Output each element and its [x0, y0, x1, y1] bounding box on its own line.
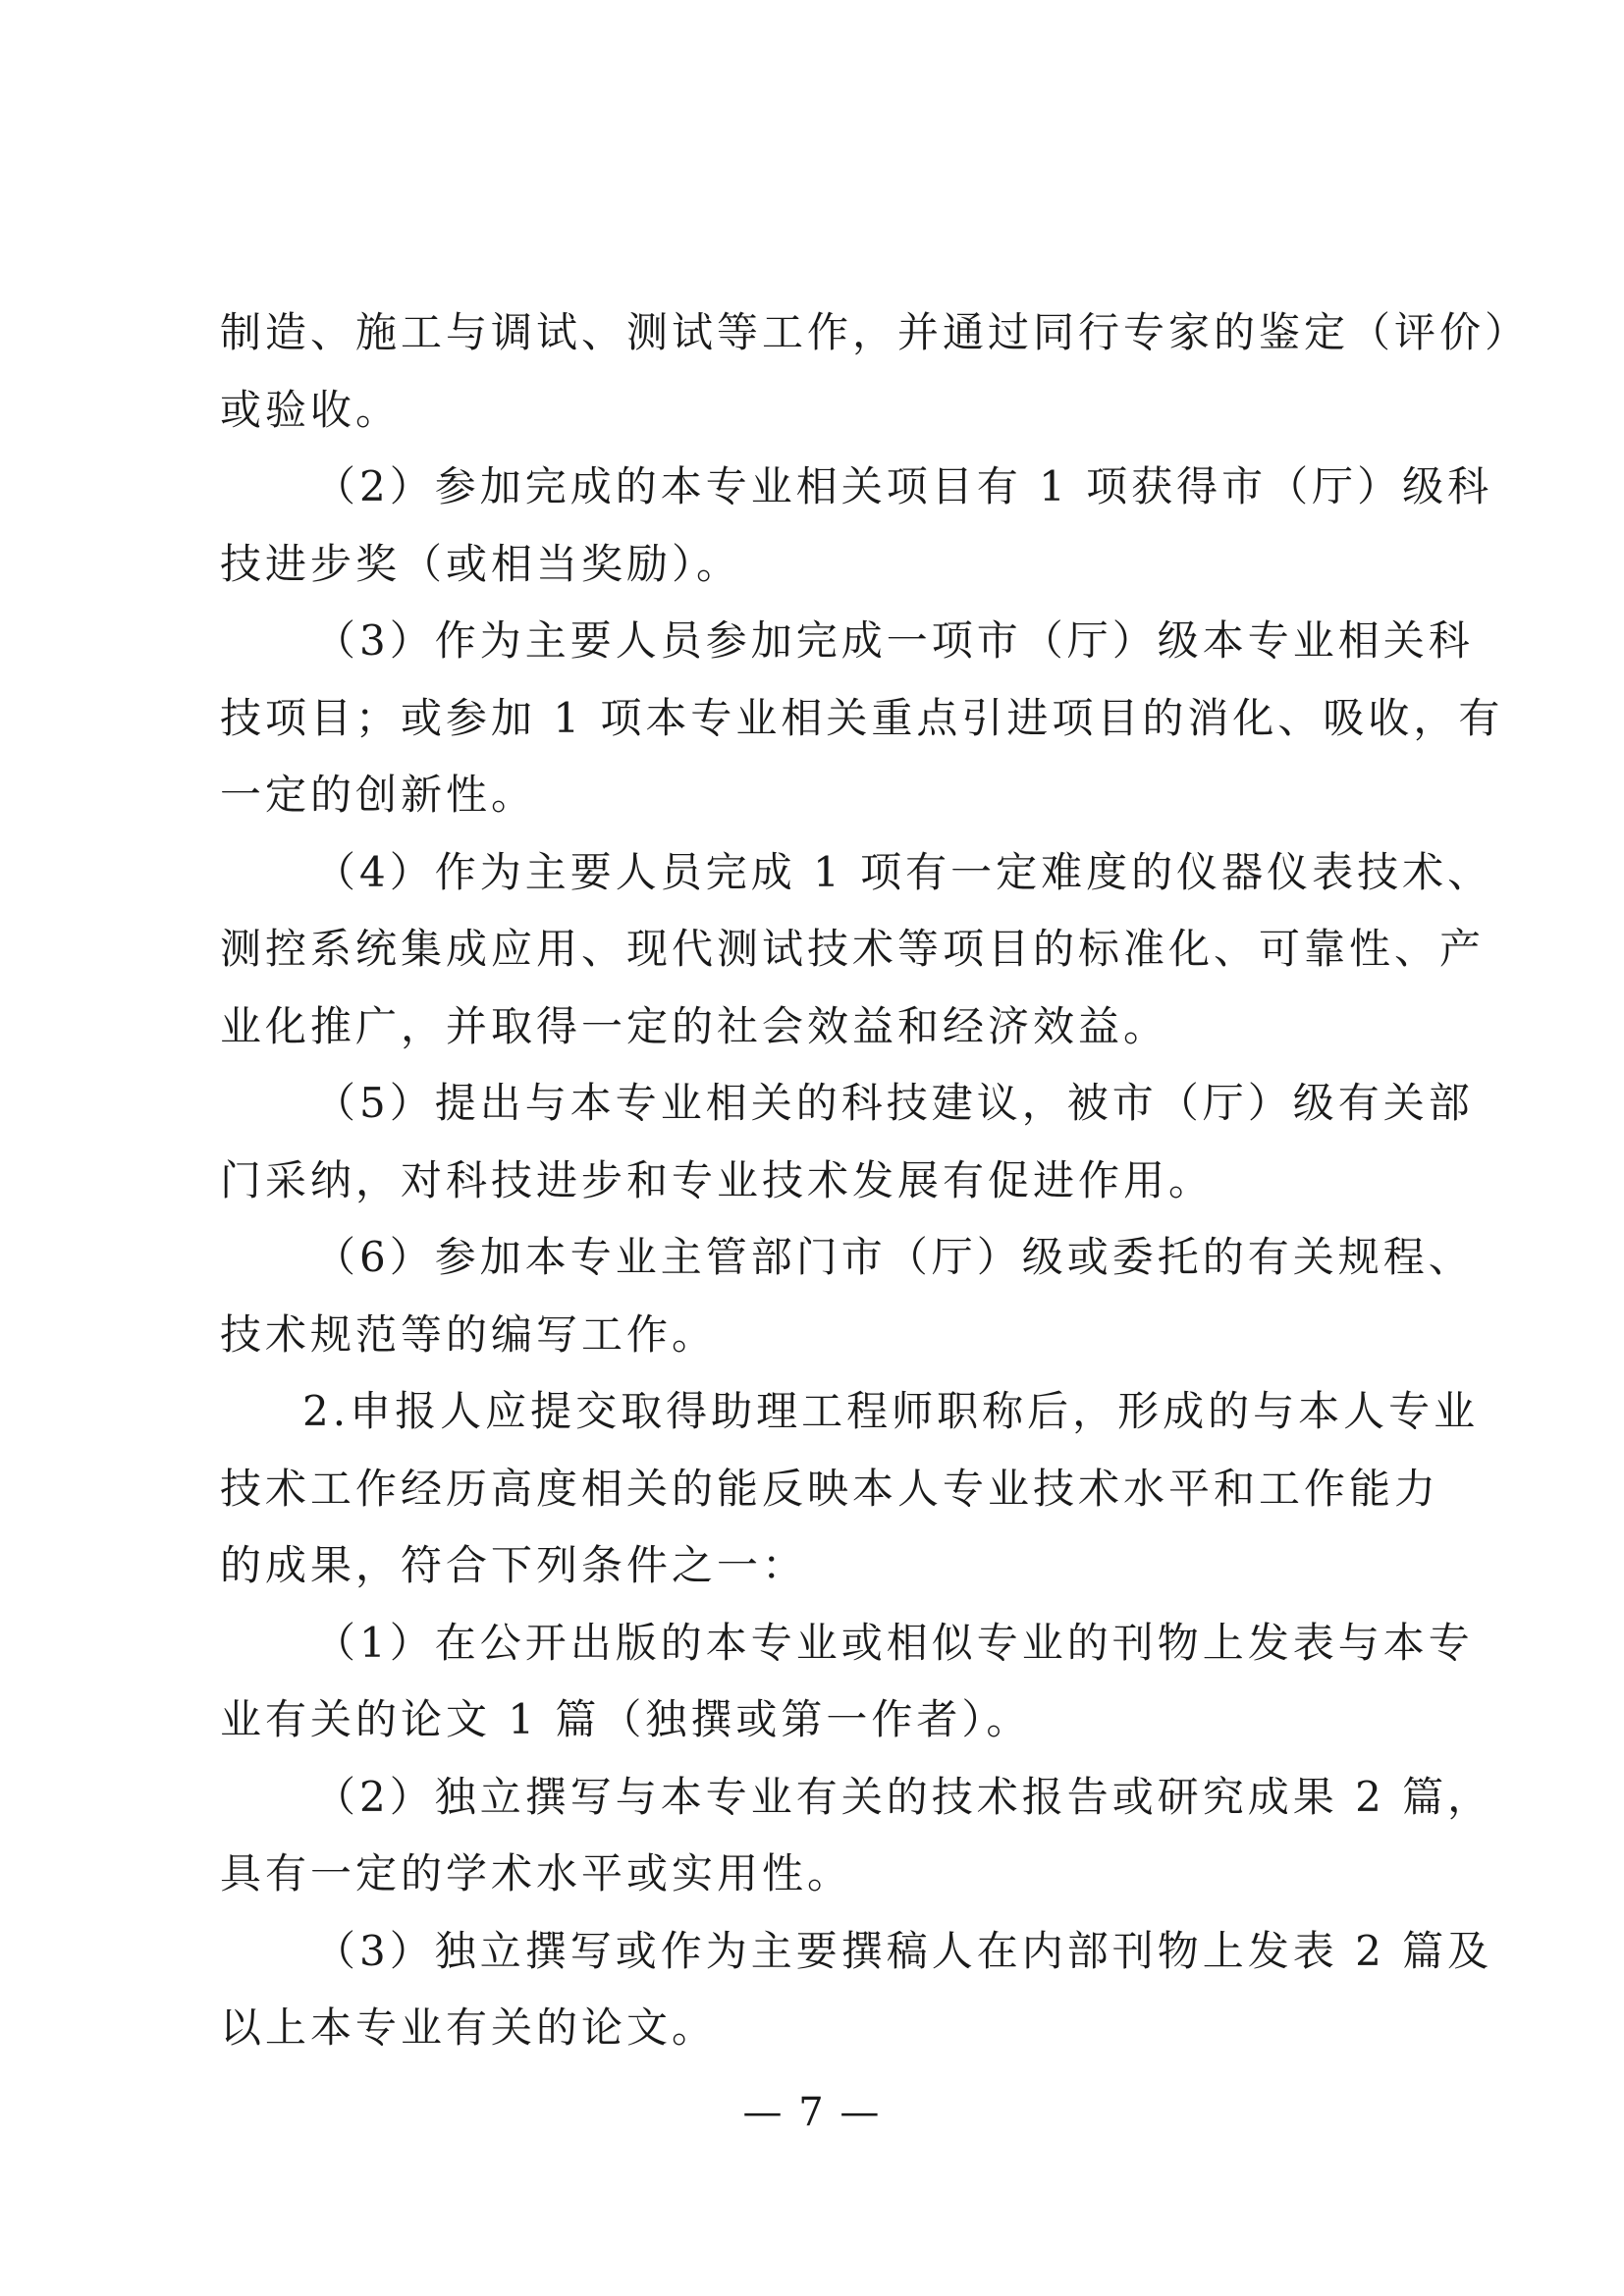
paragraph-section-2 [220, 1373, 1480, 1605]
text-line: 技术工作经历高度相关的能反映本人专业技术水平和工作能力 [220, 1464, 1440, 1513]
text-line: 技术规范等的编写工作。 [220, 1309, 718, 1359]
text-line: 技项目；或参加 1 项本专业相关重点引进项目的消化、吸收，有 [220, 693, 1504, 742]
paragraph-item-3b [220, 1913, 1493, 2067]
text-line: 或验收。 [220, 385, 402, 434]
text-line: 测控系统集成应用、现代测试技术等项目的标准化、可靠性、产 [220, 925, 1486, 973]
text-line: （2）参加完成的本专业相关项目有 1 项获得市（厅）级科 [314, 462, 1493, 510]
text-line: 一定的创新性。 [220, 771, 537, 819]
paragraph-item-4 [220, 834, 1493, 1066]
page-number: — 7 — [742, 2090, 882, 2135]
text-line: （5）提出与本专业相关的科技建议，被市（厅）级有关部 [314, 1079, 1474, 1127]
text-line: 以上本专业有关的论文。 [220, 2003, 718, 2052]
text-line: （3）独立撰写或作为主要撰稿人在内部刊物上发表 2 篇及 [314, 1926, 1493, 1975]
paragraph-item-2b [220, 1759, 1493, 1913]
text-line: 的成果，符合下列条件之一： [220, 1541, 808, 1589]
paragraph-continuation [220, 294, 1531, 449]
text-line: 业有关的论文 1 篇（独撰或第一作者）。 [220, 1695, 1032, 1743]
paragraph-item-3 [220, 603, 1504, 834]
text-line: （4）作为主要人员完成 1 项有一定难度的仪器仪表技术、 [314, 847, 1493, 896]
paragraph-item-6 [220, 1219, 1474, 1373]
paragraph-item-2 [220, 449, 1493, 603]
text-line: （1）在公开出版的本专业或相似专业的刊物上发表与本专 [314, 1618, 1474, 1667]
text-line: 门采纳，对科技进步和专业技术发展有促进作用。 [220, 1155, 1215, 1204]
text-line: 业化推广，并取得一定的社会效益和经济效益。 [220, 1001, 1169, 1050]
text-line: 制造、施工与调试、测试等工作，并通过同行专家的鉴定（评价） [220, 308, 1531, 356]
document-body [220, 294, 1531, 2067]
text-line: （6）参加本专业主管部门市（厅）级或委托的有关规程、 [314, 1233, 1474, 1281]
text-line: （3）作为主要人员参加完成一项市（厅）级本专业相关科 [314, 616, 1474, 665]
paragraph-item-1b [220, 1605, 1474, 1759]
text-line: （2）独立撰写与本专业有关的技术报告或研究成果 2 篇， [314, 1772, 1493, 1821]
paragraph-item-5 [220, 1065, 1474, 1219]
text-line: 2.申报人应提交取得助理工程师职称后，形成的与本人专业 [302, 1387, 1480, 1435]
text-line: 技进步奖（或相当奖励）。 [220, 539, 742, 588]
text-line: 具有一定的学术水平或实用性。 [220, 1849, 853, 1897]
